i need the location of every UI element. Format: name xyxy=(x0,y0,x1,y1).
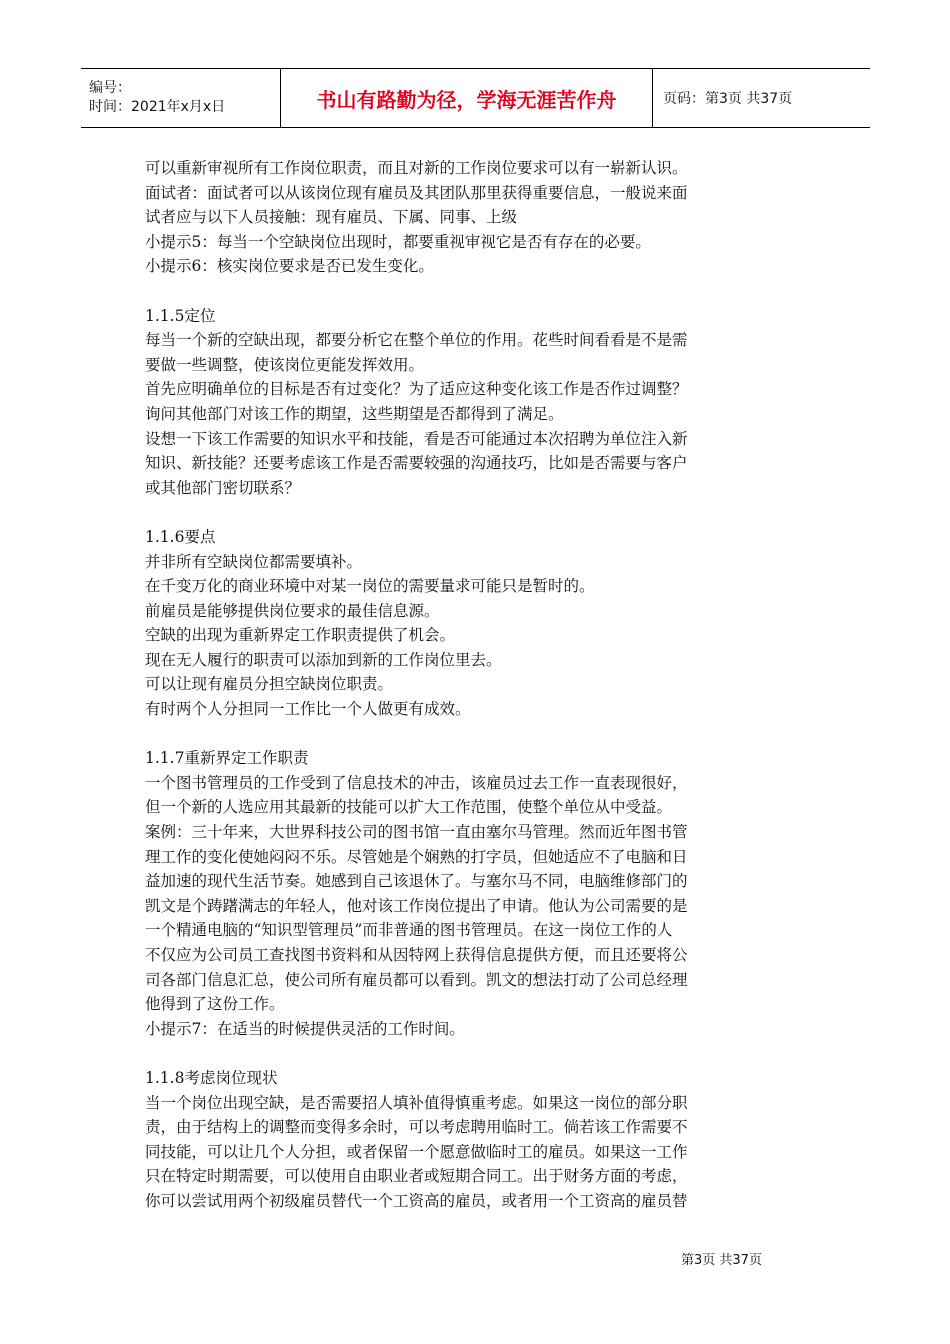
body-text-line: 设想一下该工作需要的知识水平和技能，看是否可能通过本次招聘为单位注入新 xyxy=(145,429,688,448)
paragraph-gap xyxy=(145,279,820,304)
document-date-label: 时间：2021年x月x日 xyxy=(89,99,226,115)
body-text-line: 同技能，可以让几个人分担，或者保留一个愿意做临时工的雇员。如果这一工作 xyxy=(145,1142,688,1161)
body-text-line: 询问其他部门对该工作的期望，这些期望是否都得到了满足。 xyxy=(145,404,564,423)
body-text-line: 有时两个人分担同一工作比一个人做更有成效。 xyxy=(145,700,471,719)
body-text-line: 或其他部门密切联系？ xyxy=(145,478,301,497)
body-text-line: 小提示7：在适当的时候提供灵活的工作时间。 xyxy=(145,1019,465,1038)
body-text-line: 当一个岗位出现空缺，是否需要招人填补值得慎重考虑。如果这一岗位的部分职 xyxy=(145,1093,688,1112)
body-text-line: 1.1.6要点 xyxy=(145,527,216,546)
header-motto-cell xyxy=(281,69,653,127)
header-motto: 书山有路勤为径，学海无涯苦作舟 xyxy=(316,87,617,112)
body-text-line: 每当一个新的空缺出现，都要分析它在整个单位的作用。花些时间看看是不是需 xyxy=(145,331,688,350)
body-text-line: 只在特定时期需要，可以使用自由职业者或短期合同工。出于财务方面的考虑， xyxy=(145,1167,688,1186)
body-text-line: 试者应与以下人员接触：现有雇员、下属、同事、上级 xyxy=(145,208,518,227)
body-text-line: 前雇员是能够提供岗位要求的最佳信息源。 xyxy=(145,601,440,620)
body-text-line: 可以让现有雇员分担空缺岗位职责。 xyxy=(145,675,394,694)
document-number-label: 编号： xyxy=(89,80,131,96)
body-text-line: 首先应明确单位的目标是否有过变化？为了适应这种变化该工作是否作过调整？ xyxy=(145,380,688,399)
body-text-line: 一个图书管理员的工作受到了信息技术的冲击，该雇员过去工作一直表现很好， xyxy=(145,773,688,792)
body-text-line: 凯文是个踌躇满志的年轻人，他对该工作岗位提出了申请。他认为公司需要的是 xyxy=(145,896,688,915)
paragraph-gap xyxy=(145,722,820,747)
body-text-line: 面试者：面试者可以从该岗位现有雇员及其团队那里获得重要信息，一般说来面 xyxy=(145,183,688,202)
body-text-line: 1.1.5定位 xyxy=(145,306,216,325)
body-text-line: 现在无人履行的职责可以添加到新的工作岗位里去。 xyxy=(145,650,502,669)
body-text-line: 益加速的现代生活节奏。她感到自己该退休了。与塞尔马不同，电脑维修部门的 xyxy=(145,872,688,891)
footer-page-number: 第3页 共37页 xyxy=(681,1253,762,1268)
body-text-line: 理工作的变化使她闷闷不乐。尽管她是个娴熟的打字员，但她适应不了电脑和日 xyxy=(145,847,688,866)
body-text-line: 不仅应为公司员工查找图书资料和从因特网上获得信息提供方便，而且还要将公 xyxy=(145,946,688,964)
body-text-line: 你可以尝试用两个初级雇员替代一个工资高的雇员，或者用一个工资高的雇员替 xyxy=(145,1191,688,1210)
page-footer xyxy=(681,1249,762,1268)
body-text-line: 但一个新的人选应用其最新的技能可以扩大工作范围，使整个单位从中受益。 xyxy=(145,798,673,817)
body-text-line: 司各部门信息汇总，使公司所有雇员都可以看到。凯文的想法打动了公司总经理 xyxy=(145,970,688,989)
body-text-line: 1.1.7重新界定工作职责 xyxy=(145,749,309,768)
body-text-line: 小提示5：每当一个空缺岗位出现时，都要重视审视它是否有存在的必要。 xyxy=(145,232,651,251)
header-page-cell xyxy=(653,69,870,127)
body-text-line: 一个精通电脑的“知识型管理员”而非普通的图书管理员。在这一岗位工作的人 xyxy=(145,921,673,940)
paragraph-gap xyxy=(145,500,820,525)
body-text-line: 并非所有空缺岗位都需要填补。 xyxy=(145,552,363,571)
page-header xyxy=(81,68,870,128)
header-meta xyxy=(81,69,281,127)
body-text-line: 在千变万化的商业环境中对某一岗位的需要量求可能只是暂时的。 xyxy=(145,577,595,596)
body-text-line: 要做一些调整，使该岗位更能发挥效用。 xyxy=(145,355,425,374)
body-text-line: 知识、新技能？还要考虑该工作是否需要较强的沟通技巧，比如是否需要与客户 xyxy=(145,454,688,473)
body-text-line: 他得到了这份工作。 xyxy=(145,995,285,1014)
body-text-line: 责，由于结构上的调整而变得多余时，可以考虑聘用临时工。倘若该工作需要不 xyxy=(145,1118,688,1137)
body-text-line: 可以重新审视所有工作岗位职责，而且对新的工作岗位要求可以有一崭新认识。 xyxy=(145,159,688,177)
document-body xyxy=(145,156,820,1214)
paragraph-gap xyxy=(145,1041,820,1066)
body-text-line: 小提示6：核实岗位要求是否已发生变化。 xyxy=(145,257,434,276)
body-text-line: 案例：三十年来，大世界科技公司的图书馆一直由塞尔马管理。然而近年图书管 xyxy=(145,823,688,842)
header-page-number: 页码：第3页 共37页 xyxy=(663,91,793,107)
body-text-line: 空缺的出现为重新界定工作职责提供了机会。 xyxy=(145,626,456,645)
body-text-line: 1.1.8考虑岗位现状 xyxy=(145,1068,278,1087)
